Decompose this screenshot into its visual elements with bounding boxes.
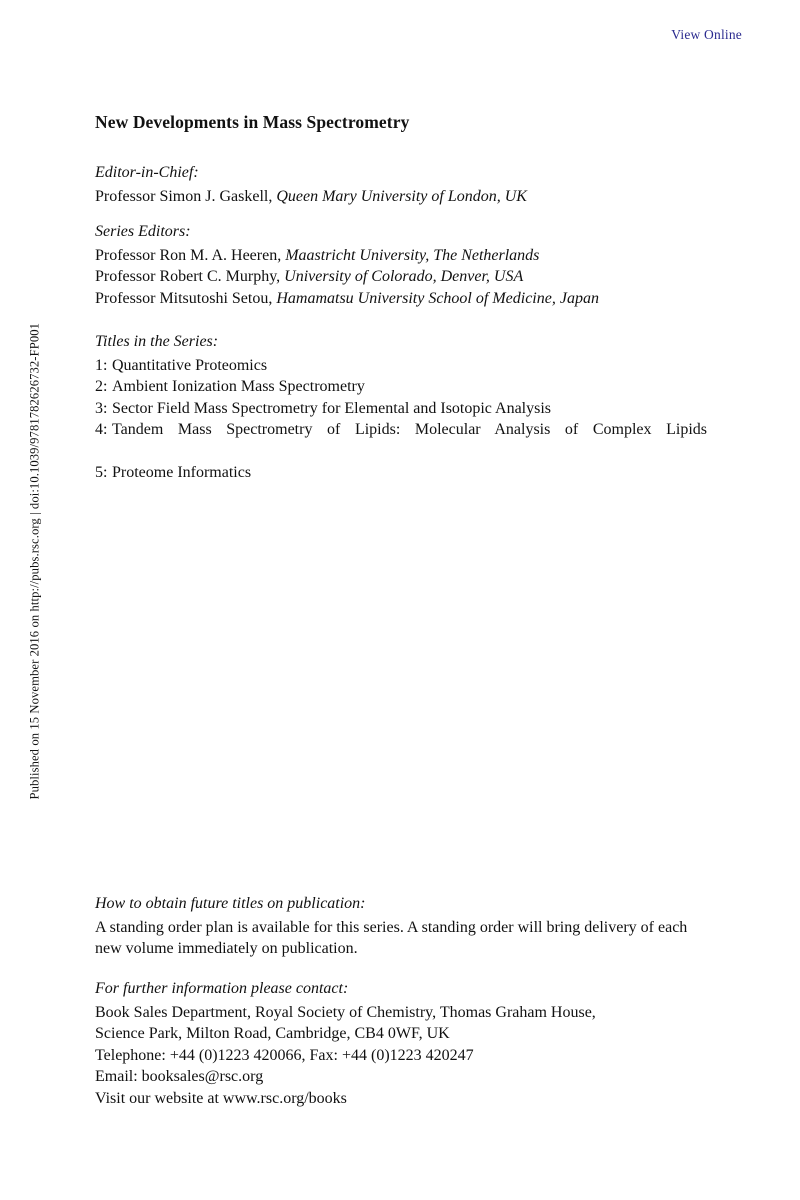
series-item-label: Ambient Ionization Mass Spectrometry — [112, 378, 365, 395]
list-item — [95, 355, 707, 377]
series-item-label: Quantitative Proteomics — [112, 356, 268, 374]
series-editor-entry — [95, 266, 707, 288]
standing-order-section — [95, 893, 707, 960]
editor-affiliation: Maastricht University, The Netherlands — [285, 246, 540, 264]
contact-heading: For further information please contact: — [95, 980, 349, 997]
series-item-label: Sector Field Mass Spectrometry for Elemental and Isotopic Analysis — [112, 399, 552, 417]
series-editors-section — [95, 221, 707, 309]
titles-in-series-section — [95, 331, 707, 484]
editor-name: Professor Ron M. A. Heeren, — [95, 246, 282, 264]
editor-name: Professor Simon J. Gaskell, — [95, 187, 273, 205]
series-item-number: 3: — [95, 399, 108, 417]
contact-email-line: Email: booksales@rsc.org — [95, 1068, 264, 1085]
editor-affiliation: University of Colorado, Denver, USA — [284, 268, 524, 285]
series-titles-list — [95, 355, 707, 484]
series-item-number: 2: — [95, 378, 108, 395]
series-editor-entry — [95, 245, 707, 267]
editor-in-chief-section — [95, 162, 707, 207]
contact-section — [95, 978, 707, 1109]
editor-affiliation: Queen Mary University of London, UK — [276, 187, 527, 205]
page-title: New Developments in Mass Spectrometry — [95, 112, 410, 132]
list-item — [95, 462, 707, 484]
standing-order-body: A standing order plan is available for this series. A standing order will bring delivery of each new volume immediately on publication. — [95, 918, 688, 957]
editor-in-chief-heading: Editor-in-Chief: — [95, 164, 199, 181]
publication-stamp-text: Published on 15 November 2016 on http://pubs.rsc.org | doi:10.1039/9781782626732-FP001 — [27, 322, 42, 800]
contact-line: Science Park, Milton Road, Cambridge, CB4 0WF, UK — [95, 1025, 450, 1042]
list-item — [95, 419, 707, 462]
series-item-number: 1: — [95, 356, 108, 374]
titles-in-series-heading: Titles in the Series: — [95, 333, 219, 350]
publication-stamp — [0, 0, 60, 800]
editor-name: Professor Robert C. Murphy, — [95, 268, 281, 285]
series-item-label: Proteome Informatics — [112, 464, 252, 481]
series-editor-entry — [95, 288, 707, 310]
series-item-label: Tandem Mass Spectrometry of Lipids: Molecular Analysis of Complex Lipids — [112, 421, 707, 438]
standing-order-heading: How to obtain future titles on publication: — [95, 895, 366, 912]
contact-line: Telephone: +44 (0)1223 420066, Fax: +44 (0)1223 420247 — [95, 1046, 474, 1064]
list-item — [95, 376, 707, 398]
series-editors-heading: Series Editors: — [95, 223, 191, 240]
editor-name: Professor Mitsutoshi Setou, — [95, 289, 273, 307]
view-online-link[interactable]: View Online — [671, 27, 742, 42]
editor-affiliation: Hamamatsu University School of Medicine, Japan — [276, 289, 599, 307]
editor-in-chief-entry — [95, 186, 707, 208]
series-item-number: 4: — [95, 421, 108, 438]
list-item — [95, 398, 707, 420]
contact-line: Book Sales Department, Royal Society of Chemistry, Thomas Graham House, — [95, 1003, 596, 1021]
series-item-number: 5: — [95, 464, 108, 481]
contact-website-line: Visit our website at www.rsc.org/books — [95, 1089, 347, 1107]
